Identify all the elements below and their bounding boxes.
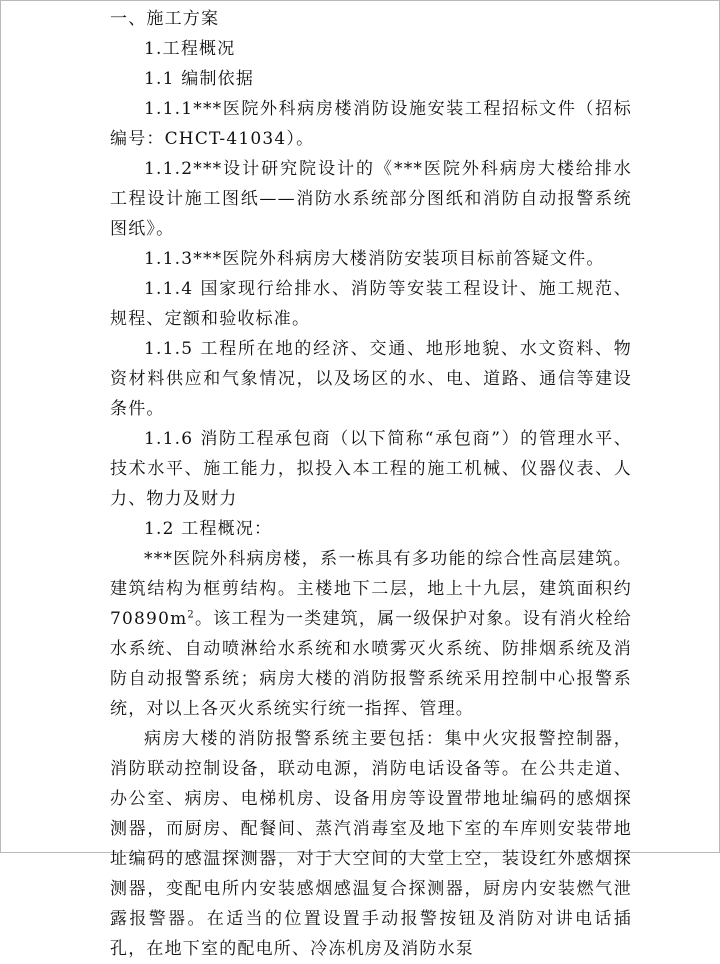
- paragraph-1-1-5: 1.1.5 工程所在地的经济、交通、地形地貌、水文资料、物资材料供应和气象情况，以及场区的水、电、道路、通信等建设条件。: [110, 339, 632, 419]
- paragraph-overview: [110, 544, 632, 724]
- heading-1: 1.工程概况: [144, 39, 236, 59]
- overview-text-b: 。该工程为一类建筑，属一级保护对象。设有消火栓给水系统、自动喷淋给水系统和水喷雾灭火系统、防排烟系统及消防自动报警系统；病房大楼的消防报警系统采用控制中心报警系统，对以上各灭火系统实行统一指挥、管理。: [110, 609, 632, 719]
- heading-1-1: 1.1 编制依据: [144, 69, 255, 89]
- paragraph-1-1-1: 1.1.1***医院外科病房楼消防设施安装工程招标文件（招标编号：CHCT-41034）。: [110, 99, 632, 149]
- paragraph-1-1-6: 1.1.6 消防工程承包商（以下简称“承包商”）的管理水平、技术水平、施工能力，拟投入本工程的施工机械、仪器仪表、人力、物力及财力: [110, 429, 632, 509]
- paragraph-1-1-3: 1.1.3***医院外科病房大楼消防安装项目标前答疑文件。: [144, 249, 605, 269]
- document-body: [110, 4, 632, 964]
- paragraph-1-1-2: 1.1.2***设计研究院设计的《***医院外科病房大楼给排水工程设计施工图纸——消防水系统部分图纸和消防自动报警系统图纸》。: [110, 159, 632, 239]
- area-unit-superscript: 2: [187, 609, 195, 621]
- paragraph-alarm-system: 病房大楼的消防报警系统主要包括：集中火灾报警控制器，消防联动控制设备，联动电源，消防电话设备等。在公共走道、办公室、病房、电梯机房、设备用房等设置带地址编码的感烟探测器，而厨房、配餐间、蒸汽消毒室及地下室的车库则安装带地址编码的感温探测器，对于大空间的大堂上空，装设红外感烟探测器，变配电所内安装感烟感温复合探测器，厨房内安装燃气泄露报警器。在适当的位置设置手动报警按钮及消防对讲电话插孔，在地下室的配电所、冷冻机房及消防水泵: [110, 729, 632, 959]
- overview-text-a: ***医院外科病房楼，系一栋具有多功能的综合性高层建筑。建筑结构为框剪结构。主楼地下二层，地上十九层，建筑面积约 70890m: [110, 549, 632, 629]
- paragraph-1-1-4: 1.1.4 国家现行给排水、消防等安装工程设计、施工规范、规程、定额和验收标准。: [110, 279, 632, 329]
- section-title: 一、施工方案: [110, 9, 220, 29]
- heading-1-2: 1.2 工程概况：: [144, 519, 273, 539]
